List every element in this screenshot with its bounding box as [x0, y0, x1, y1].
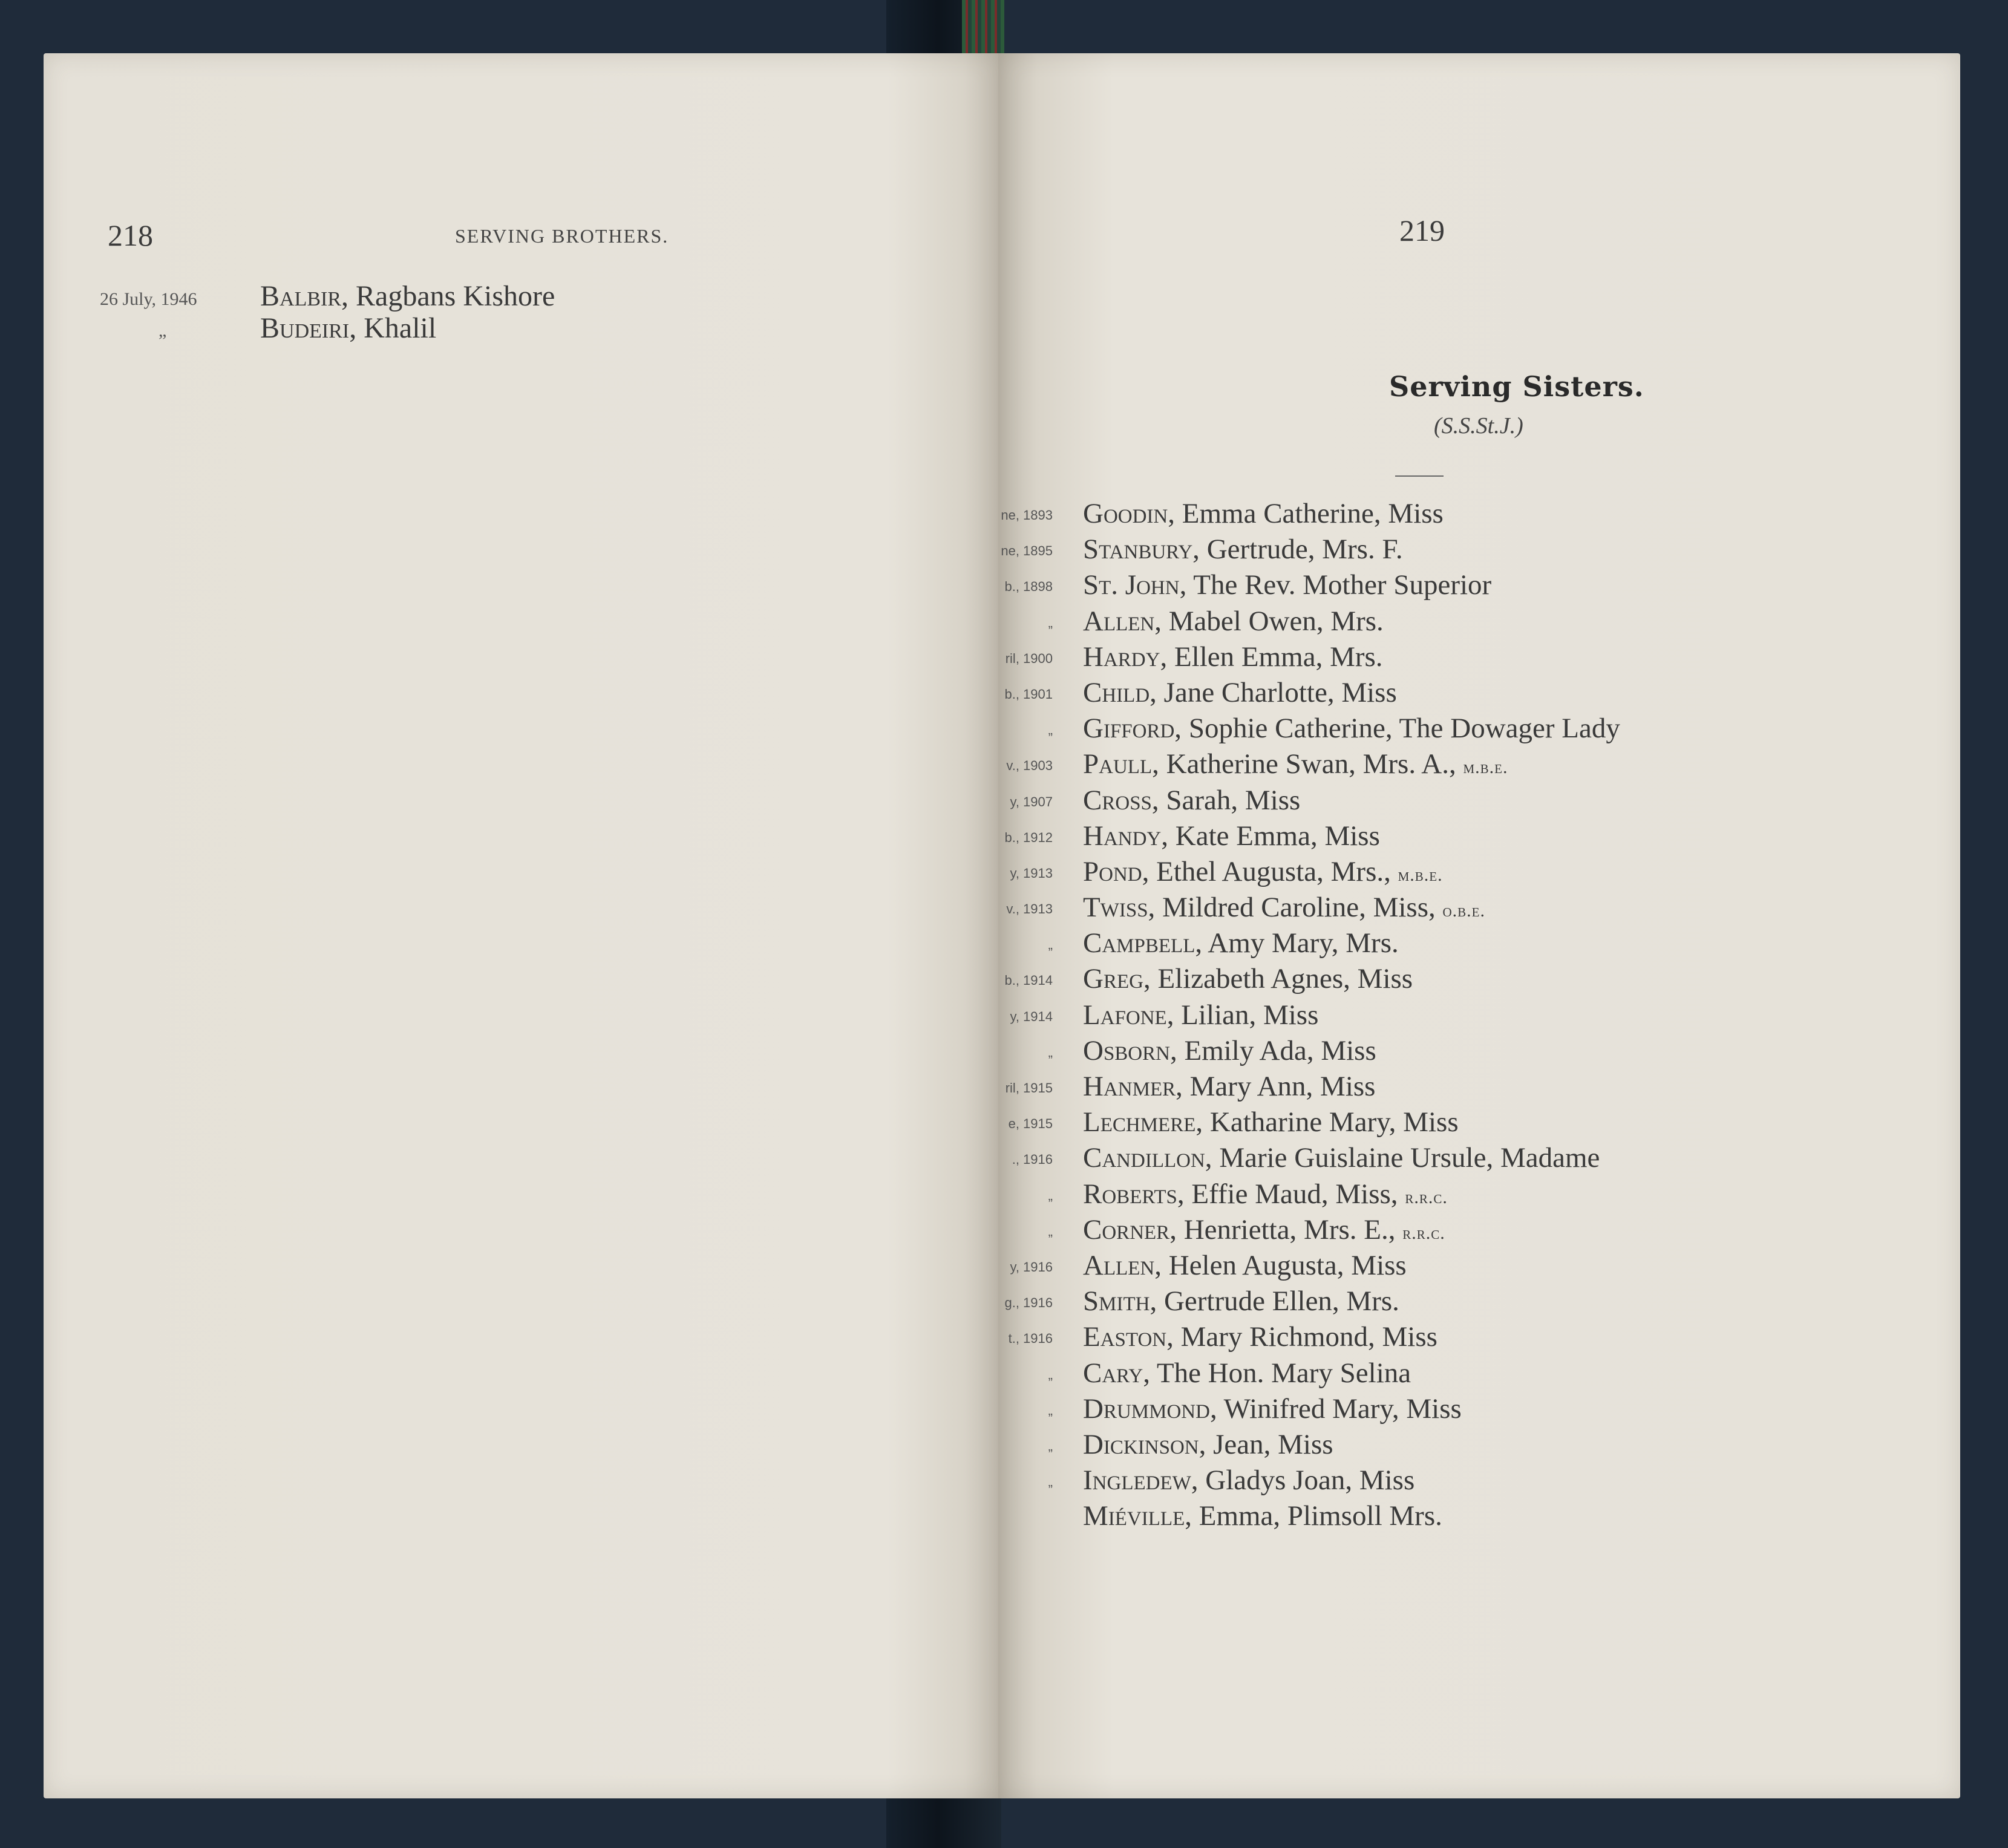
margin-date: ril, 1915 — [1005, 1080, 1053, 1095]
margin-date: e, 1915 — [1008, 1116, 1053, 1132]
entry-surname: Osborn, — [1083, 1034, 1177, 1066]
entry-surname: Paull, — [1083, 748, 1159, 780]
entry-given-names: Amy Mary, Mrs. — [1202, 927, 1399, 959]
entry-surname: St. John, — [1083, 569, 1187, 601]
entry-surname: Easton, — [1083, 1321, 1174, 1353]
entry-given-names: Ragbans Kishore — [348, 280, 555, 312]
margin-date: y, 1914 — [1010, 1008, 1053, 1024]
entry-given-names: Ethel Augusta, Mrs., — [1149, 855, 1398, 887]
margin-date: „ — [1048, 1474, 1053, 1490]
list-item — [1083, 1105, 1620, 1140]
entry-given-names: Emma, Plimsoll Mrs. — [1191, 1500, 1442, 1532]
list-item — [1083, 639, 1620, 675]
margin-date: „ — [1048, 1438, 1053, 1454]
entry-given-names: The Hon. Mary Selina — [1150, 1357, 1411, 1389]
entry-date-ditto: „ — [159, 321, 167, 341]
section-title: Serving Sisters. — [1389, 370, 1644, 403]
entry-given-names: Jean, Miss — [1206, 1428, 1333, 1460]
margin-date: t., 1916 — [1008, 1331, 1053, 1347]
entry-surname: Smith, — [1083, 1285, 1157, 1317]
section-subtitle: (S.S.St.J.) — [1434, 413, 1523, 439]
entry-honour: r.r.c. — [1405, 1187, 1448, 1207]
entry-surname: Hardy, — [1083, 641, 1168, 673]
margin-date: y, 1916 — [1010, 1259, 1053, 1275]
entry-given-names: The Rev. Mother Superior — [1186, 569, 1492, 601]
entry-surname: Cross, — [1083, 784, 1159, 816]
entry-given-names: Katherine Swan, Mrs. A., — [1159, 748, 1463, 780]
entry-given-names: Mary Richmond, Miss — [1173, 1321, 1437, 1353]
margin-date: „ — [1048, 1366, 1053, 1382]
entry-surname: Allen, — [1083, 1249, 1162, 1281]
entry-surname: Cary, — [1083, 1357, 1150, 1389]
margin-date: „ — [1048, 1223, 1053, 1239]
list-item — [1083, 1212, 1620, 1248]
section-rule — [1395, 475, 1444, 477]
entry-surname: Allen, — [1083, 605, 1162, 637]
list-item — [1083, 567, 1620, 603]
entry-given-names: Mabel Owen, Mrs. — [1162, 605, 1384, 637]
list-item — [1083, 532, 1620, 567]
list-item — [1083, 604, 1620, 639]
entry-surname: Gifford, — [1083, 713, 1182, 745]
list-item — [1083, 1140, 1620, 1176]
margin-date: ., 1916 — [1012, 1152, 1053, 1167]
left-page-number: 218 — [108, 218, 153, 252]
entry-surname: Hanmer, — [1083, 1071, 1183, 1102]
margin-date: „ — [1048, 722, 1053, 738]
entry-surname: Balbir, — [260, 280, 349, 312]
entry-surname: Budeiri, — [260, 312, 357, 344]
entry-surname: Twiss, — [1083, 892, 1156, 924]
list-item — [1083, 1033, 1620, 1069]
left-running-head: SERVING BROTHERS. — [455, 225, 669, 247]
margin-dates-column — [992, 497, 1053, 1500]
list-item — [1083, 1248, 1620, 1284]
list-item — [1083, 1069, 1620, 1105]
entry-given-names: Marie Guislaine Ursule, Madame — [1212, 1142, 1600, 1174]
entry-given-names: Mary Ann, Miss — [1182, 1071, 1376, 1102]
entry-given-names: Winifred Mary, Miss — [1217, 1393, 1462, 1425]
entry-surname: Roberts, — [1083, 1178, 1185, 1210]
entry-given-names: Katharine Mary, Miss — [1203, 1106, 1459, 1138]
margin-date: v., 1903 — [1006, 758, 1053, 774]
margin-date: b., 1901 — [1004, 686, 1053, 702]
list-item — [1083, 711, 1620, 746]
entry-surname: Miéville, — [1083, 1500, 1192, 1532]
entry-given-names: Henrietta, Mrs. E., — [1176, 1213, 1403, 1246]
entry-given-names: Emma Catherine, Miss — [1175, 498, 1444, 529]
margin-date: „ — [1048, 937, 1053, 953]
entry-given-names: Gertrude, Mrs. F. — [1199, 534, 1403, 566]
entry-given-names: Jane Charlotte, Miss — [1156, 676, 1397, 708]
serving-sisters-list — [1083, 496, 1620, 1534]
margin-date: „ — [1048, 1402, 1053, 1418]
entry-surname: Corner, — [1083, 1213, 1177, 1246]
list-item — [1083, 1177, 1620, 1212]
list-item — [1083, 961, 1620, 997]
entry-honour: r.r.c. — [1402, 1223, 1445, 1243]
entry-given-names: Elizabeth Agnes, Miss — [1150, 963, 1413, 995]
margin-date: „ — [1048, 1187, 1053, 1203]
entry-surname: Lechmere, — [1083, 1106, 1203, 1138]
list-item — [1083, 1427, 1620, 1463]
entry-surname: Greg, — [1083, 963, 1151, 995]
entry-given-names: Helen Augusta, Miss — [1162, 1249, 1407, 1281]
list-item — [1083, 890, 1620, 926]
entry-surname: Stanbury, — [1083, 534, 1200, 566]
entry-honour: m.b.e. — [1463, 757, 1508, 778]
entry-given-names: Effie Maud, Miss, — [1184, 1178, 1405, 1210]
margin-date: b., 1912 — [1004, 829, 1053, 845]
list-item — [1083, 1284, 1620, 1319]
margin-date: „ — [1048, 1044, 1053, 1060]
list-item — [1083, 997, 1620, 1033]
entry-surname: Goodin, — [1083, 498, 1176, 529]
entry-surname: Candillon, — [1083, 1142, 1212, 1174]
entry-surname: Pond, — [1083, 855, 1150, 887]
entry-surname: Drummond, — [1083, 1393, 1217, 1425]
right-page-number: 219 — [1399, 214, 1445, 247]
entry-given-names: Lilian, Miss — [1174, 999, 1319, 1031]
entry-surname: Ingledew, — [1083, 1464, 1199, 1497]
entry-given-names: Mildred Caroline, Miss, — [1155, 892, 1443, 924]
list-item — [1083, 1391, 1620, 1427]
list-item — [1083, 854, 1620, 890]
entry-given-names: Sophie Catherine, The Dowager Lady — [1182, 713, 1620, 745]
margin-date: ne, 1895 — [1001, 543, 1053, 559]
entry-given-names: Sarah, Miss — [1159, 784, 1301, 816]
list-item — [1083, 783, 1620, 818]
margin-date: b., 1914 — [1004, 973, 1053, 988]
margin-date: ne, 1893 — [1001, 508, 1053, 523]
entry-given-names: Kate Emma, Miss — [1168, 820, 1380, 852]
margin-date: „ — [1048, 615, 1053, 630]
entry-surname: Campbell, — [1083, 927, 1203, 959]
margin-date: v., 1913 — [1006, 901, 1053, 917]
entry-honour: m.b.e. — [1398, 864, 1443, 885]
list-item — [1083, 926, 1620, 961]
entry-surname: Dickinson, — [1083, 1428, 1206, 1460]
entry-given-names: Gertrude Ellen, Mrs. — [1157, 1285, 1399, 1317]
list-item — [1083, 818, 1620, 854]
entry-surname: Handy, — [1083, 820, 1169, 852]
margin-date: y, 1907 — [1010, 794, 1053, 809]
margin-date: b., 1898 — [1004, 579, 1053, 595]
entry-given-names: Khalil — [356, 312, 437, 344]
entry-name — [260, 279, 555, 313]
entry-given-names: Emily Ada, Miss — [1177, 1034, 1376, 1066]
list-item — [1083, 1356, 1620, 1391]
entry-given-names: Gladys Joan, Miss — [1198, 1464, 1415, 1497]
list-item — [1083, 1498, 1620, 1534]
binding-tape — [962, 0, 1004, 60]
list-item — [1083, 1319, 1620, 1355]
left-page — [44, 53, 1002, 1798]
margin-date: y, 1913 — [1010, 865, 1053, 881]
entry-given-names: Ellen Emma, Mrs. — [1167, 641, 1383, 673]
list-item — [1083, 1463, 1620, 1498]
entry-surname: Child, — [1083, 676, 1157, 708]
entry-name — [260, 312, 436, 345]
list-item — [1083, 675, 1620, 711]
margin-date: g., 1916 — [1004, 1295, 1053, 1311]
entry-date: 26 July, 1946 — [100, 289, 197, 309]
entry-surname: Lafone, — [1083, 999, 1174, 1031]
list-item — [1083, 496, 1620, 532]
list-item — [1083, 746, 1620, 782]
margin-date: ril, 1900 — [1005, 650, 1053, 666]
entry-honour: o.b.e. — [1442, 901, 1485, 921]
